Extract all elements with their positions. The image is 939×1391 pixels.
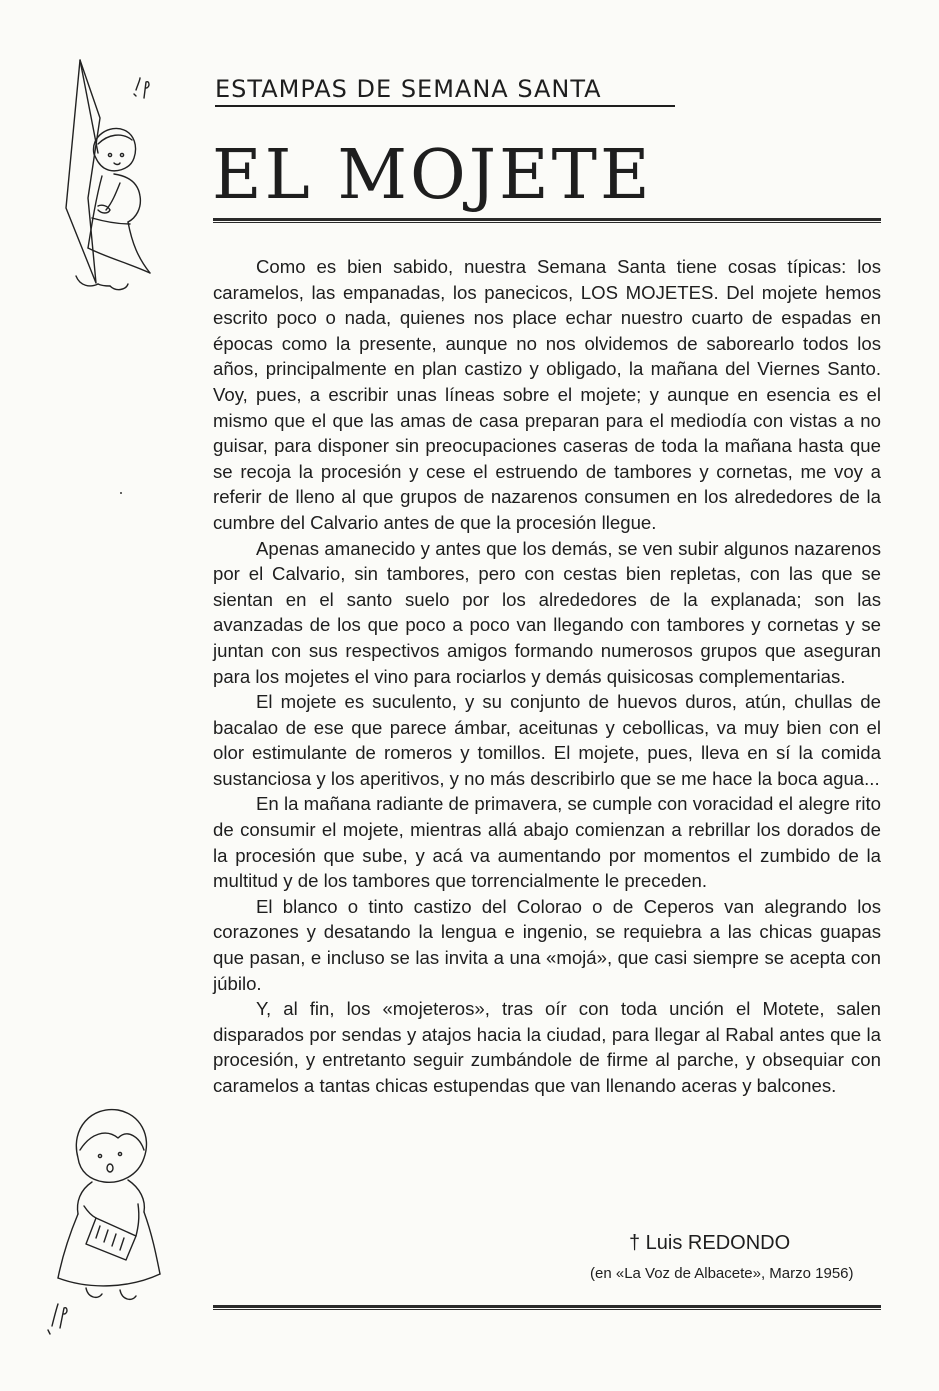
source-citation: (en «La Voz de Albacete», Marzo 1956) bbox=[590, 1265, 854, 1282]
footer-divider bbox=[213, 1305, 881, 1310]
section-kicker: ESTAMPAS DE SEMANA SANTA bbox=[215, 74, 675, 107]
article-body bbox=[213, 254, 881, 1099]
nazareno-child-illustration bbox=[58, 58, 168, 303]
article-title: EL MOJETE bbox=[212, 136, 653, 215]
title-divider bbox=[213, 218, 881, 223]
author-signature: † Luis REDONDO bbox=[629, 1232, 791, 1254]
drummer-child-illustration bbox=[40, 1098, 170, 1338]
paragraph: Y, al fin, los «mojeteros», tras oír con toda unción el Motete, salen disparados por sendas y atajos hacia la ciudad, para llegar al Rabal antes que la procesión, y entretanto seguir zumbándole de firme al parche, y obsequiar con caramelos a tantas chicas estupendas que van llenando aceras y balcones. bbox=[213, 998, 881, 1096]
paragraph: En la mañana radiante de primavera, se cumple con voracidad el alegre rito de consumir el mojete, mientras allá abajo comienzan a rebrillar los dorados de la procesión que sube, y acá va aumentando por momentos el zumbido de la multitud y de los tambores que torrencialmente le preceden. bbox=[213, 793, 881, 892]
paragraph: El mojete es suculento, y su conjunto de huevos duros, atún, chullas de bacalao de ese que parece ámbar, aceitunas y cebollicas, va muy bien con el olor estimulante de romeros y tomillos. El mojete, pues, lleva en sí la comida sustanciosa y los aperitivos, y no más describirlo que se me hace la boca agua... bbox=[213, 691, 881, 789]
paragraph: Como es bien sabido, nuestra Semana Santa tiene cosas típicas: los caramelos, las empanadas, los panecicos, LOS MOJETES. Del mojete hemos escrito poco o nada, quienes nos place echar nuestro cuarto de espadas en épocas como la presente, aunque no nos olvidemos de saborearlo todos los años, principalmente en plan castizo y obligado, la mañana del Viernes Santo. Voy, pues, a escribir unas líneas sobre el mojete; y aunque en esencia es el mismo que el que las amas de casa preparan para el mediodía con vistas a no guisar, para disponer sin preocupaciones caseras de toda la mañana hasta que se recoja la procesión y cese el estruendo de tambores y cornetas, me voy a referir de lleno al que grupos de nazarenos consumen en los alrededores de la cumbre del Calvario antes de que la procesión llegue. bbox=[213, 256, 881, 533]
paragraph: Apenas amanecido y antes que los demás, se ven subir algunos nazarenos por el Calvario, sin tambores, pero con cestas bien repletas, con las que se sientan en el santo suelo por los alrededores de la explanada; son las avanzadas de los que poco a poco van llegando con tambores y cornetas y se juntan con sus respectivos amigos formando numerosos grupos que aseguran para los mojetes el vino para rociarlos y demás quisicosas complementarias. bbox=[213, 537, 881, 687]
paragraph: El blanco o tinto castizo del Colorao o de Ceperos van alegrando los corazones y desatando la lengua e ingenio, se requiebra a las chicas guapas que pasan, e incluso se las invita a una «mojá», que casi siempre se acepta con júbilo. bbox=[213, 895, 881, 994]
ink-speck bbox=[120, 492, 122, 494]
